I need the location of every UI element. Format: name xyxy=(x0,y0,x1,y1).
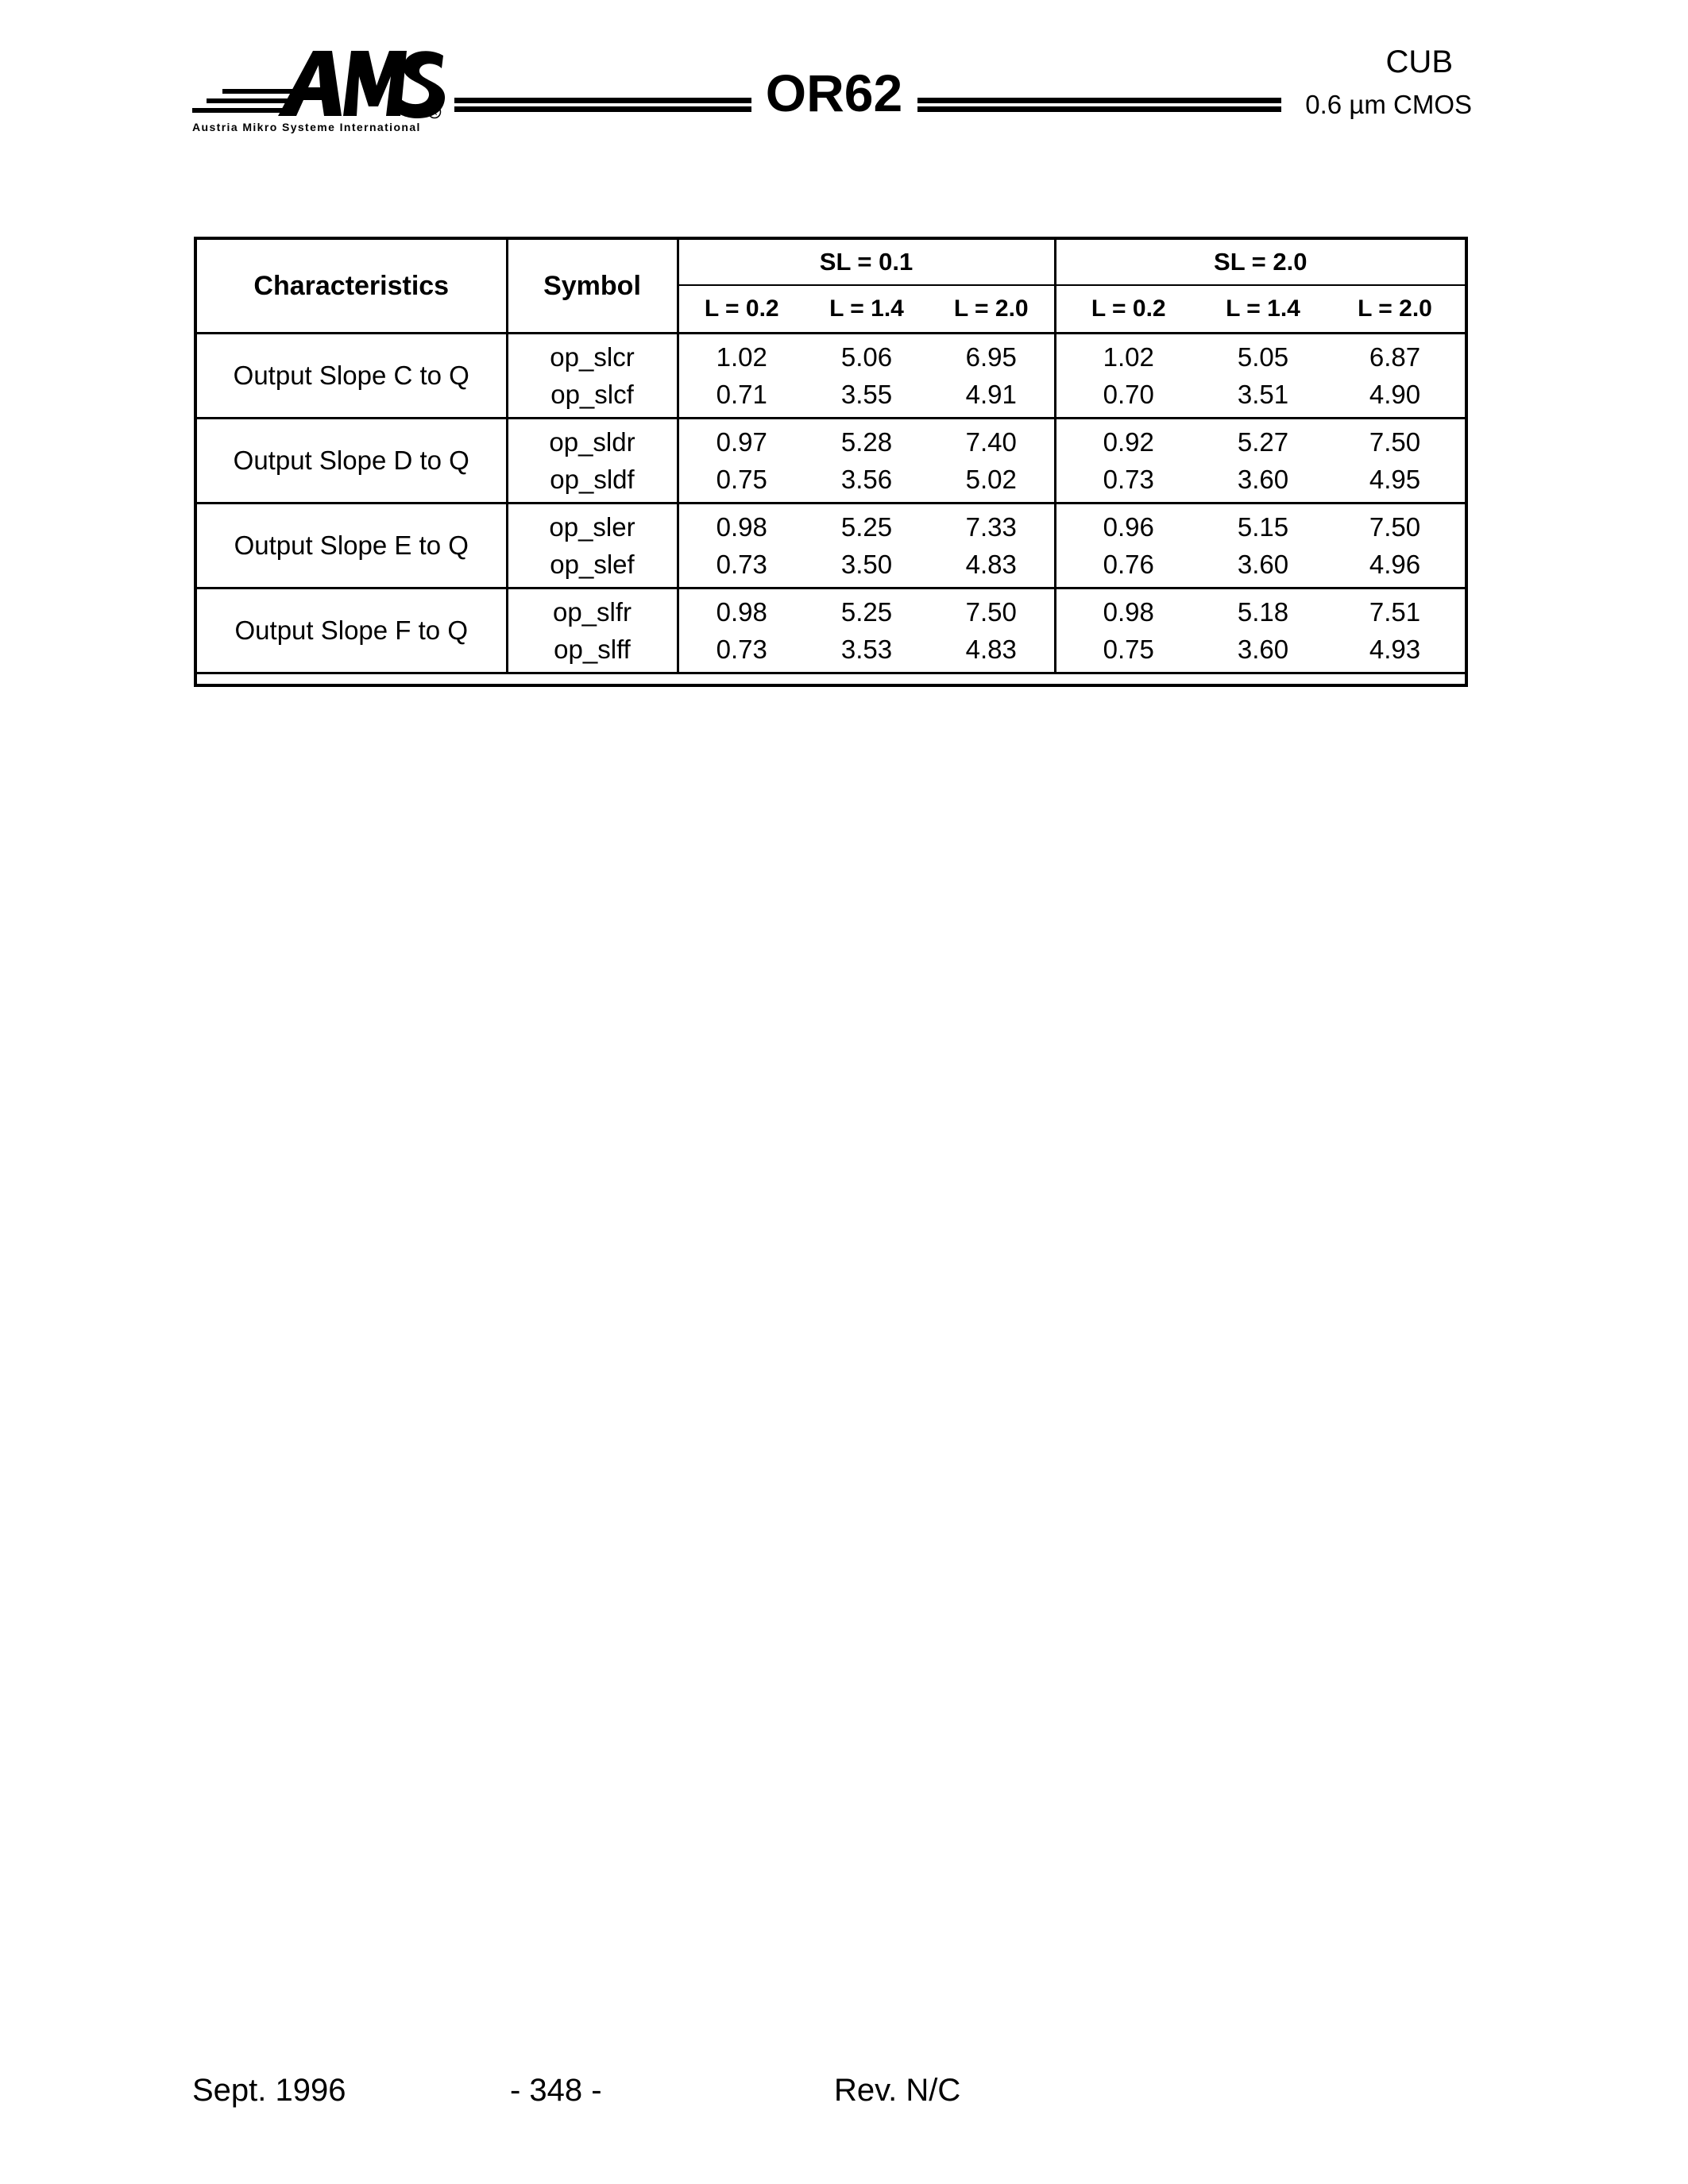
process-label: 0.6 µm CMOS xyxy=(1305,90,1472,119)
value-cell xyxy=(1325,419,1466,504)
table-row xyxy=(195,588,1466,673)
symbol-rise: op_sler xyxy=(549,512,635,542)
characteristic-cell: Output Slope C to Q xyxy=(195,334,507,419)
value-fall: 0.73 xyxy=(716,550,767,579)
value-fall: 0.76 xyxy=(1103,550,1154,579)
subheader-load: L = 1.4 xyxy=(1201,285,1325,334)
value-rise: 7.51 xyxy=(1369,597,1421,627)
footer-page-number: - 348 - xyxy=(510,2073,602,2108)
value-cell xyxy=(1055,334,1201,419)
value-fall: 0.73 xyxy=(1103,465,1154,494)
value-rise: 0.97 xyxy=(716,427,767,457)
header-group-sl-0-1: SL = 0.1 xyxy=(678,238,1055,285)
value-fall: 4.83 xyxy=(965,550,1017,579)
table-bottom-rule xyxy=(195,673,1466,686)
characteristic-cell: Output Slope F to Q xyxy=(195,588,507,673)
value-fall: 4.96 xyxy=(1369,550,1421,579)
value-cell xyxy=(929,588,1055,673)
symbol-cell xyxy=(507,504,678,588)
value-rise: 7.50 xyxy=(1369,512,1421,542)
symbol-rise: op_slcr xyxy=(550,342,635,372)
value-rise: 7.50 xyxy=(1369,427,1421,457)
symbol-fall: op_slef xyxy=(550,550,635,579)
ams-logo xyxy=(192,51,446,138)
subheader-load: L = 0.2 xyxy=(678,285,805,334)
value-cell xyxy=(678,588,805,673)
value-cell xyxy=(1325,504,1466,588)
value-rise: 1.02 xyxy=(716,342,767,372)
value-cell xyxy=(929,504,1055,588)
value-fall: 0.75 xyxy=(716,465,767,494)
value-cell xyxy=(1055,504,1201,588)
value-fall: 0.71 xyxy=(716,380,767,409)
symbol-fall: op_slcf xyxy=(550,380,634,409)
value-cell xyxy=(1201,334,1325,419)
value-cell xyxy=(929,419,1055,504)
value-rise: 0.98 xyxy=(716,597,767,627)
header-rule-left xyxy=(454,98,751,114)
symbol-cell xyxy=(507,419,678,504)
symbol-cell xyxy=(507,334,678,419)
value-fall: 3.60 xyxy=(1237,465,1289,494)
header-characteristics: Characteristics xyxy=(195,238,507,334)
svg-text:R: R xyxy=(431,109,438,118)
value-fall: 4.90 xyxy=(1369,380,1421,409)
value-rise: 5.15 xyxy=(1237,512,1289,542)
value-fall: 0.70 xyxy=(1103,380,1154,409)
value-rise: 7.50 xyxy=(965,597,1017,627)
slope-table xyxy=(194,237,1468,687)
value-cell xyxy=(805,504,929,588)
value-fall: 3.56 xyxy=(840,465,893,494)
subheader-load: L = 2.0 xyxy=(1325,285,1466,334)
value-cell xyxy=(1201,588,1325,673)
subheader-load: L = 0.2 xyxy=(1055,285,1201,334)
symbol-rise: op_sldr xyxy=(549,427,635,457)
value-fall: 3.50 xyxy=(840,550,893,579)
symbol-fall: op_slff xyxy=(554,635,631,664)
value-cell xyxy=(1201,419,1325,504)
value-rise: 1.02 xyxy=(1103,342,1154,372)
symbol-fall: op_sldf xyxy=(550,465,635,494)
value-rise: 0.98 xyxy=(1103,597,1154,627)
value-fall: 0.73 xyxy=(716,635,767,664)
table-row xyxy=(195,504,1466,588)
value-rise: 6.87 xyxy=(1369,342,1421,372)
value-cell xyxy=(1055,419,1201,504)
value-cell xyxy=(678,504,805,588)
logo-subtitle: Austria Mikro Systeme International xyxy=(192,121,421,133)
value-rise: 7.33 xyxy=(965,512,1017,542)
value-fall: 3.55 xyxy=(840,380,893,409)
value-rise: 5.18 xyxy=(1237,597,1289,627)
value-rise: 0.96 xyxy=(1103,512,1154,542)
value-fall: 3.60 xyxy=(1237,635,1289,664)
header-rule-right xyxy=(917,98,1281,114)
value-rise: 7.40 xyxy=(965,427,1017,457)
value-rise: 5.25 xyxy=(840,597,893,627)
value-fall: 4.83 xyxy=(965,635,1017,664)
subheader-load: L = 2.0 xyxy=(929,285,1055,334)
value-cell xyxy=(1325,334,1466,419)
value-fall: 4.91 xyxy=(965,380,1017,409)
value-fall: 3.53 xyxy=(840,635,893,664)
page-title: OR62 xyxy=(765,64,903,122)
value-cell xyxy=(1201,504,1325,588)
value-cell xyxy=(805,419,929,504)
header-symbol: Symbol xyxy=(507,238,678,334)
value-cell xyxy=(678,419,805,504)
value-cell xyxy=(929,334,1055,419)
value-fall: 3.60 xyxy=(1237,550,1289,579)
value-cell xyxy=(1325,588,1466,673)
value-fall: 0.75 xyxy=(1103,635,1154,664)
value-fall: 3.51 xyxy=(1237,380,1289,409)
value-rise: 6.95 xyxy=(965,342,1017,372)
value-cell xyxy=(678,334,805,419)
value-cell xyxy=(805,334,929,419)
value-rise: 0.92 xyxy=(1103,427,1154,457)
value-cell xyxy=(1055,588,1201,673)
registered-mark-icon xyxy=(427,105,442,119)
characteristic-cell: Output Slope E to Q xyxy=(195,504,507,588)
header-group-sl-2-0: SL = 2.0 xyxy=(1055,238,1466,285)
symbol-rise: op_slfr xyxy=(552,597,632,627)
value-rise: 5.06 xyxy=(840,342,893,372)
value-rise: 5.25 xyxy=(840,512,893,542)
characteristic-cell: Output Slope D to Q xyxy=(195,419,507,504)
value-rise: 5.27 xyxy=(1237,427,1289,457)
ams-logo-graphic xyxy=(192,51,446,122)
footer-date: Sept. 1996 xyxy=(192,2073,346,2108)
value-fall: 5.02 xyxy=(965,465,1017,494)
value-fall: 4.93 xyxy=(1369,635,1421,664)
library-name: CUB xyxy=(1385,44,1453,79)
value-rise: 5.28 xyxy=(840,427,893,457)
value-rise: 0.98 xyxy=(716,512,767,542)
value-fall: 4.95 xyxy=(1369,465,1421,494)
value-rise: 5.05 xyxy=(1237,342,1289,372)
value-cell xyxy=(805,588,929,673)
table-row xyxy=(195,334,1466,419)
table-row xyxy=(195,419,1466,504)
footer-revision: Rev. N/C xyxy=(834,2073,961,2108)
subheader-load: L = 1.4 xyxy=(805,285,929,334)
symbol-cell xyxy=(507,588,678,673)
